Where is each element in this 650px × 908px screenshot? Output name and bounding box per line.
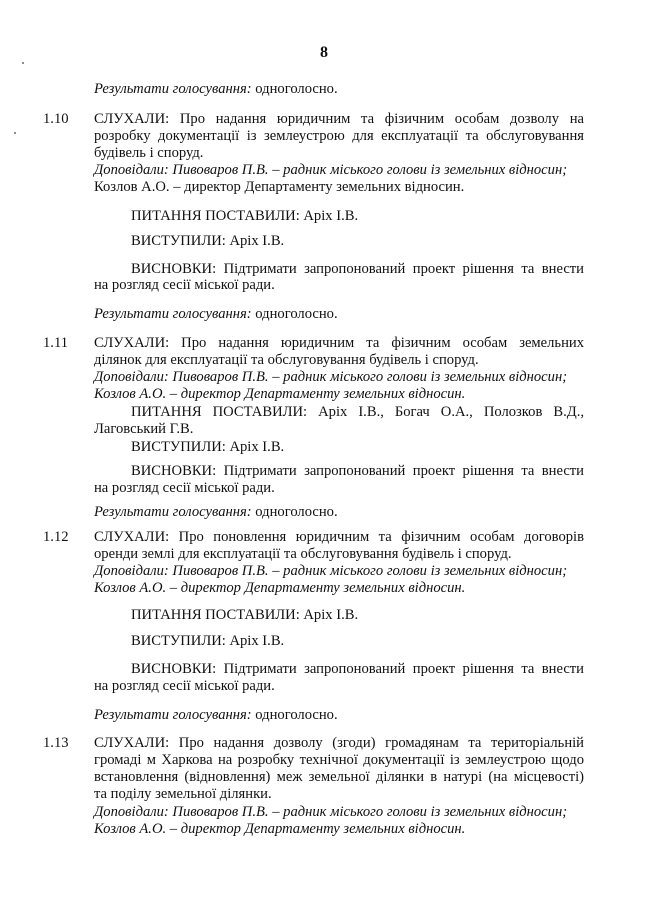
voting-result: Результати голосування: одноголосно. [94,707,338,723]
reporters-line: Доповідали: Пивоваров П.В. – радник міського голови із земельних відносин; [94,563,568,579]
conclusion-line: ВИСНОВКИ: Підтримати запропонований проект рішення та внести [131,463,584,479]
voting-result: Результати голосування: одноголосно. [94,81,338,97]
item-number: 1.13 [43,735,69,751]
item-number: 1.11 [43,335,68,351]
heard-line: СЛУХАЛИ: Про надання дозволу (згоди) громадянам та територіальній [94,735,584,751]
reporters-line: Козлов А.О. – директор Департаменту земельних відносин. [94,386,466,402]
page-number: 8 [320,44,328,61]
reporters-line: Козлов А.О. – директор Департаменту земельних відносин. [94,821,466,837]
questions-line: Лаговський Г.В. [94,421,194,437]
reporters-line: Козлов А.О. – директор Департаменту земельних відносин. [94,179,465,195]
conclusion-line: на розгляд сесії міської ради. [94,678,275,694]
questions-line: ПИТАННЯ ПОСТАВИЛИ: Аріх І.В., Богач О.А., Полозков В.Д., [131,404,584,420]
voting-result: Результати голосування: одноголосно. [94,504,338,520]
item-number: 1.12 [43,529,69,545]
conclusion-line: на розгляд сесії міської ради. [94,480,275,496]
heard-line: розробку документації із землеустрою для експлуатації та обслуговування [94,128,584,144]
conclusion-line: ВИСНОВКИ: Підтримати запропонований проект рішення та внести [131,261,584,277]
questions-line: ПИТАННЯ ПОСТАВИЛИ: Аріх І.В. [131,208,359,224]
reporters-line: Доповідали: Пивоваров П.В. – радник міського голови із земельних відносин; [94,162,568,178]
heard-line: будівель і споруд. [94,145,204,161]
conclusion-line: ВИСНОВКИ: Підтримати запропонований проект рішення та внести [131,661,584,677]
voting-result: Результати голосування: одноголосно. [94,306,338,322]
speakers-line: ВИСТУПИЛИ: Аріх І.В. [131,439,285,455]
heard-line: СЛУХАЛИ: Про поновлення юридичним та фізичним особам договорів [94,529,584,545]
reporters-line: Доповідали: Пивоваров П.В. – радник міського голови із земельних відносин; [94,369,568,385]
reporters-line: Доповідали: Пивоваров П.В. – радник міського голови із земельних відносин; [94,804,568,820]
heard-line: оренди землі для експлуатації та обслуговування будівель і споруд. [94,546,512,562]
heard-line: та поділу земельної ділянки. [94,786,272,802]
speakers-line: ВИСТУПИЛИ: Аріх І.В. [131,633,285,649]
heard-line: СЛУХАЛИ: Про надання юридичним та фізичним особам земельних [94,335,584,351]
heard-line: громаді м Харкова на розробку технічної документації із землеустрою щодо [94,752,584,768]
heard-line: ділянок для експлуатації та обслуговування будівель і споруд. [94,352,479,368]
heard-line: СЛУХАЛИ: Про надання юридичним та фізичним особам дозволу на [94,111,584,127]
conclusion-line: на розгляд сесії міської ради. [94,277,275,293]
item-number: 1.10 [43,111,69,127]
questions-line: ПИТАННЯ ПОСТАВИЛИ: Аріх І.В. [131,607,359,623]
heard-line: встановлення (відновлення) меж земельної ділянки в натурі (на місцевості) [94,769,584,785]
speakers-line: ВИСТУПИЛИ: Аріх І.В. [131,233,285,249]
scan-speck [22,62,24,64]
scan-speck [14,132,16,134]
reporters-line: Козлов А.О. – директор Департаменту земельних відносин. [94,580,466,596]
